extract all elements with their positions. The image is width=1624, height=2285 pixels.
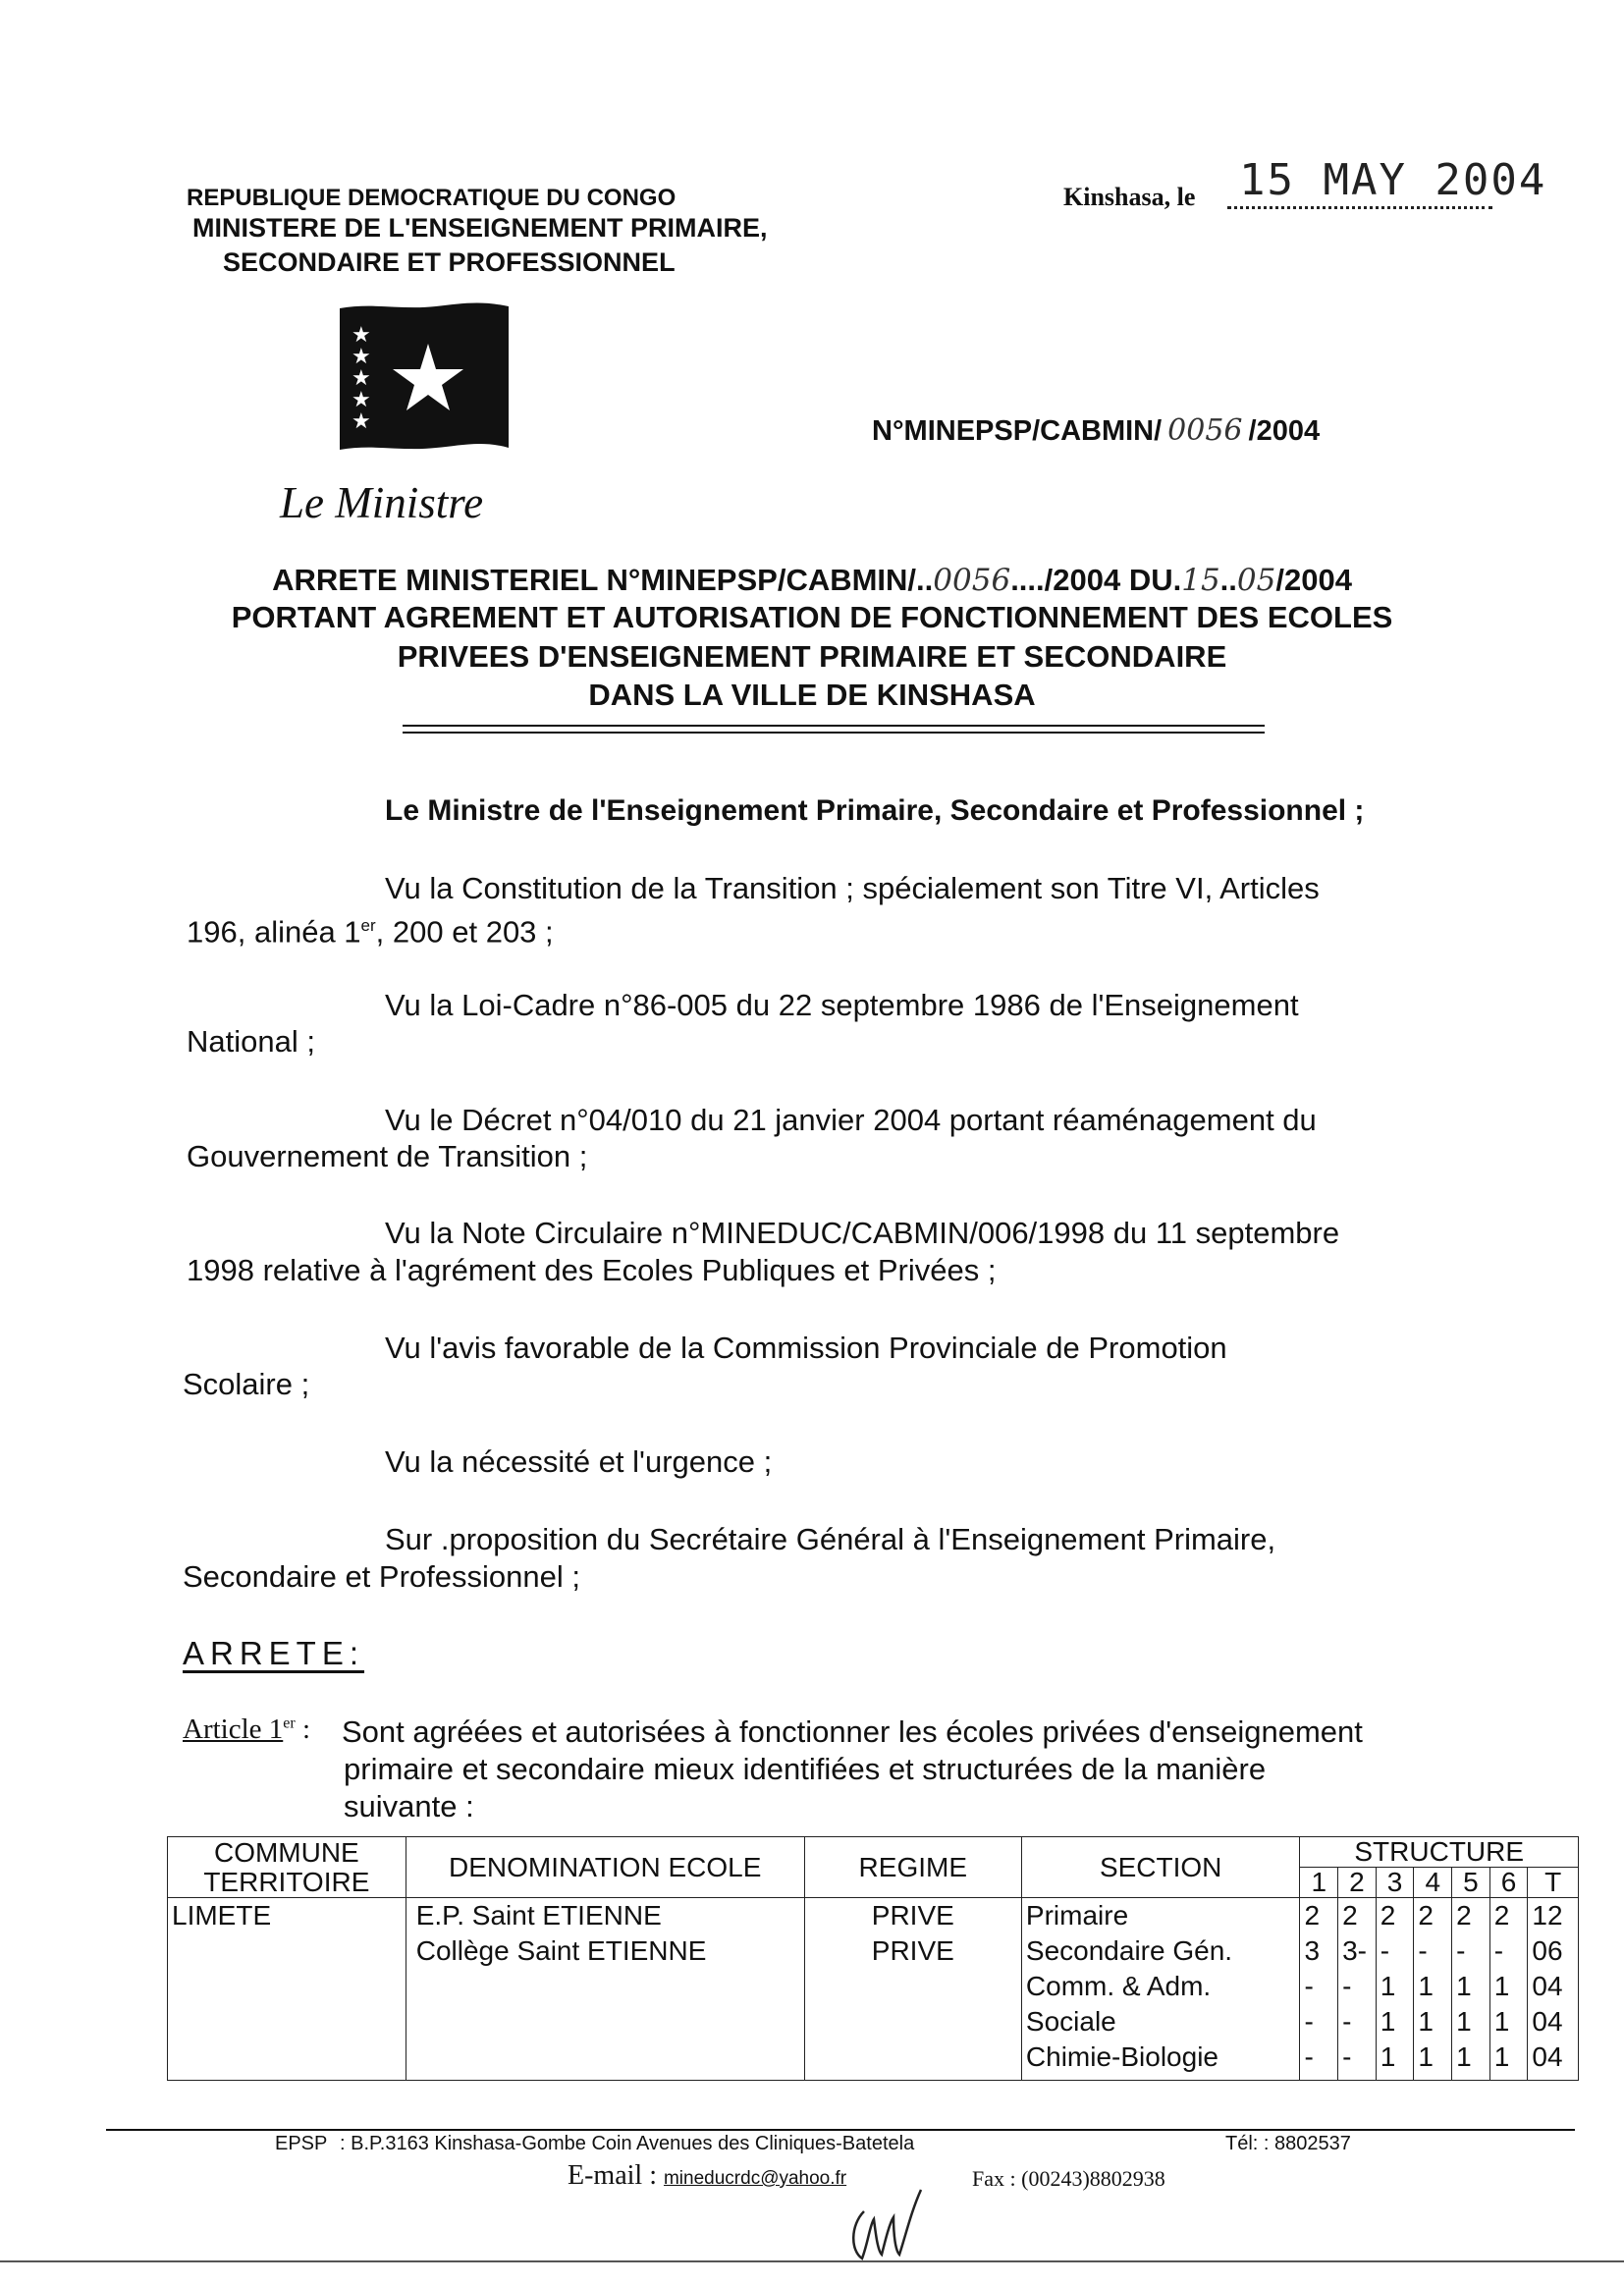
footer-fax: Fax : (00243)8802938 — [972, 2166, 1165, 2191]
article-text-line1: Sont agréées et autorisées à fonctionner les écoles privées d'enseignement — [342, 1714, 1363, 1749]
footer-org: EPSP — [275, 2133, 328, 2154]
considerant-5-line1: Vu l'avis favorable de la Commission Provinciale de Promotion — [385, 1331, 1227, 1365]
section-name: Sociale — [1025, 2006, 1116, 2037]
republic-name: REPUBLIQUE DEMOCRATIQUE DU CONGO — [187, 185, 677, 211]
section-name: Primaire — [1025, 1900, 1129, 1931]
table-header-row — [168, 1837, 1579, 1868]
sections-cell — [1021, 1898, 1300, 2081]
place-label: Kinshasa, le — [1063, 183, 1196, 211]
level-1-cell: 2 3 - - - — [1300, 1898, 1338, 2081]
reference-handwritten-number: 0056 — [1167, 413, 1243, 448]
school-name: Collège Saint ETIENNE — [415, 1935, 707, 1966]
header-denomination: DENOMINATION ECOLE — [406, 1837, 804, 1898]
ministry-name-line1: MINISTERE DE L'ENSEIGNEMENT PRIMAIRE, — [192, 213, 768, 243]
decree-title-line4: DANS LA VILLE DE KINSHASA — [588, 678, 1036, 712]
considerant-4-line1: Vu la Note Circulaire n°MINEDUC/CABMIN/006/1998 du 11 septembre — [385, 1216, 1340, 1250]
considerant-2-line1: Vu la Loi-Cadre n°86-005 du 22 septembre 1986 de l'Enseignement — [385, 988, 1299, 1022]
title-underline-top — [403, 725, 1265, 727]
email-address[interactable]: mineducrdc@yahoo.fr — [663, 2168, 847, 2189]
header-section: SECTION — [1021, 1837, 1300, 1898]
footer-rule — [106, 2129, 1575, 2131]
considerant-3-line2: Gouvernement de Transition ; — [187, 1139, 588, 1173]
header-commune: COMMUNE TERRITOIRE — [168, 1837, 406, 1898]
arrete-heading: ARRETE: — [183, 1635, 365, 1671]
commune-cell: LIMETE — [168, 1898, 406, 2081]
level-header: 5 — [1452, 1868, 1490, 1898]
considerant-4-line2: 1998 relative à l'agrément des Ecoles Publiques et Privées ; — [187, 1253, 997, 1287]
level-header: 2 — [1338, 1868, 1377, 1898]
level-2-cell: 2 3- - - - — [1338, 1898, 1377, 2081]
minister-title: Le Ministre — [280, 478, 484, 527]
level-header: 4 — [1414, 1868, 1452, 1898]
svg-text:★: ★ — [352, 323, 371, 348]
considerant-3-line1: Vu le Décret n°04/010 du 21 janvier 2004 portant réaménagement du — [385, 1103, 1317, 1137]
article-label: Article 1er : — [183, 1714, 311, 1745]
svg-text:★: ★ — [352, 366, 371, 391]
date-dotted-line — [1227, 206, 1492, 209]
regime-cell — [804, 1898, 1021, 2081]
schools-table — [167, 1836, 1579, 2081]
total-cell: 12 06 04 04 04 — [1528, 1898, 1579, 2081]
decree-title-line2: PORTANT AGREMENT ET AUTORISATION DE FONCTIONNEMENT DES ECOLES — [231, 600, 1393, 634]
svg-text:★: ★ — [352, 409, 371, 434]
decree-title-line1: ARRETE MINISTERIEL N°MINEPSP/CABMIN/..0056..../2004 DU.15..05/2004 — [272, 563, 1352, 598]
considerant-2-line2: National ; — [187, 1024, 315, 1059]
level-header: 6 — [1489, 1868, 1528, 1898]
level-3-cell: 2 - 1 1 1 — [1376, 1898, 1414, 2081]
section-name: Comm. & Adm. — [1025, 1971, 1212, 2001]
table-row — [168, 1898, 1579, 2081]
title-underline-bottom — [403, 732, 1265, 734]
considerant-1-line1: Vu la Constitution de la Transition ; spécialement son Titre VI, Articles — [385, 871, 1320, 905]
flag-emblem-icon — [334, 293, 511, 460]
footer-email: E-mail : mineducrdc@yahoo.fr — [568, 2160, 847, 2191]
section-name: Secondaire Gén. — [1025, 1935, 1233, 1966]
date-stamp: 15 MAY 2004 — [1239, 155, 1547, 205]
level-header: 3 — [1376, 1868, 1414, 1898]
level-header: 1 — [1300, 1868, 1338, 1898]
level-4-cell: 2 - 1 1 1 — [1414, 1898, 1452, 2081]
proposition-line2: Secondaire et Professionnel ; — [183, 1559, 580, 1594]
decree-title-line3: PRIVEES D'ENSEIGNEMENT PRIMAIRE ET SECONDAIRE — [397, 639, 1227, 674]
considerant-5-line2: Scolaire ; — [183, 1367, 310, 1401]
footer-address: : B.P.3163 Kinshasa-Gombe Coin Avenues des Cliniques-Batetela — [340, 2133, 915, 2154]
ministry-name-line2: SECONDAIRE ET PROFESSIONNEL — [223, 247, 676, 277]
school-names-cell — [406, 1898, 804, 2081]
considerant-6: Vu la nécessité et l'urgence ; — [385, 1444, 773, 1479]
regime-value: PRIVE — [871, 1935, 954, 1966]
reference-suffix: /2004 — [1248, 415, 1321, 447]
decree-handwritten-day: 15 — [1181, 563, 1220, 598]
header-structure: STRUCTURE — [1300, 1837, 1579, 1868]
considerant-1-line2: 196, alinéa 1er, 200 et 203 ; — [187, 914, 554, 950]
signature-initials — [842, 2182, 931, 2270]
article-text-line3: suivante : — [344, 1789, 474, 1823]
school-name: E.P. Saint ETIENNE — [415, 1900, 662, 1931]
decree-handwritten-number: 0056 — [933, 563, 1011, 598]
section-name: Chimie-Biologie — [1025, 2041, 1218, 2072]
regime-value: PRIVE — [871, 1900, 954, 1931]
header-regime: REGIME — [804, 1837, 1021, 1898]
reference-number — [872, 413, 1320, 448]
svg-text:★: ★ — [352, 388, 371, 412]
svg-text:★: ★ — [352, 345, 371, 369]
level-header: T — [1528, 1868, 1579, 1898]
article-text-line2: primaire et secondaire mieux identifiées et structurées de la manière — [344, 1752, 1267, 1786]
proposition-line1: Sur .proposition du Secrétaire Général à l'Enseignement Primaire, — [385, 1522, 1276, 1556]
level-6-cell: 2 - 1 1 1 — [1489, 1898, 1528, 2081]
decree-handwritten-month: 05 — [1236, 563, 1276, 598]
reference-prefix: N°MINEPSP/CABMIN/ — [872, 415, 1163, 447]
level-5-cell: 2 - 1 1 1 — [1452, 1898, 1490, 2081]
footer-telephone: Tél: : 8802537 — [1225, 2133, 1351, 2154]
minister-statement: Le Ministre de l'Enseignement Primaire, Secondaire et Professionnel ; — [385, 794, 1365, 827]
page-bottom-rule — [0, 2260, 1624, 2262]
